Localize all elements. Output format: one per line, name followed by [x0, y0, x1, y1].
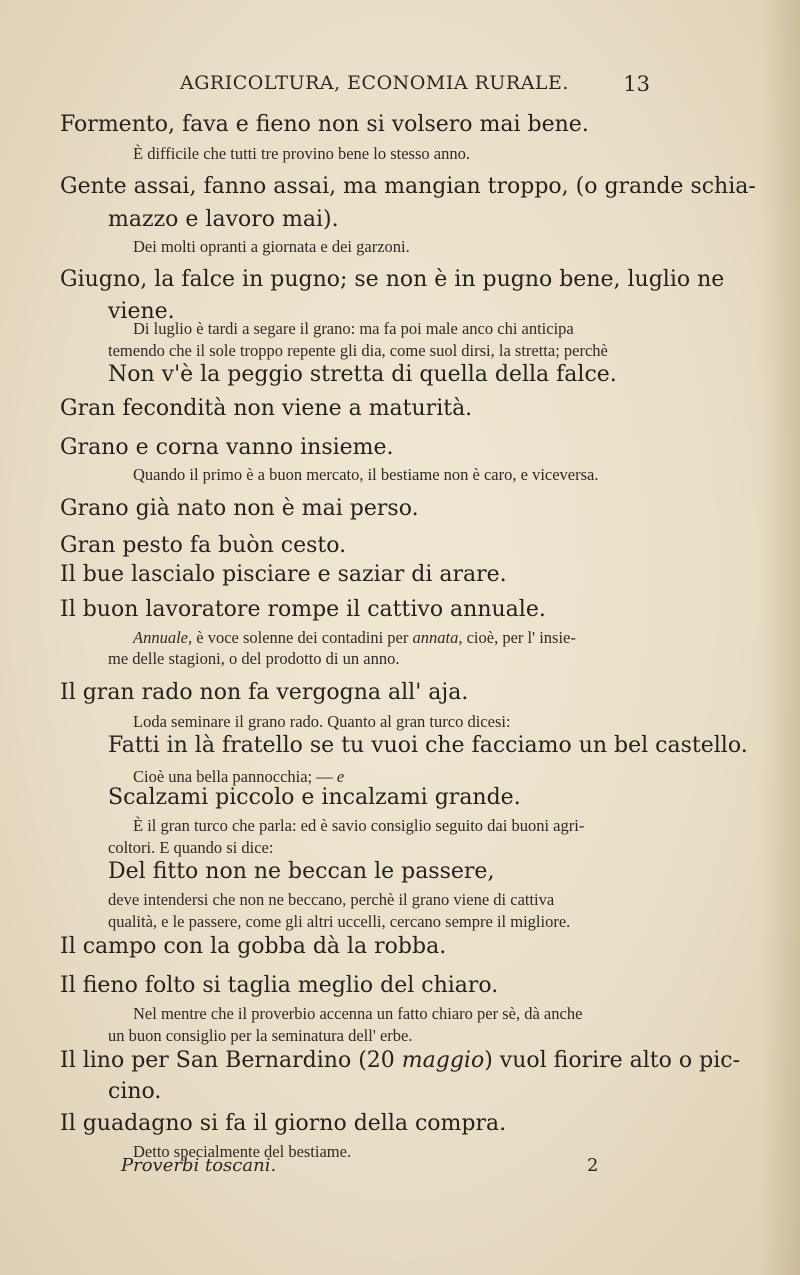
proverb-text: Il lino per San Bernardino (20 — [60, 1048, 402, 1073]
gloss-line: È difficile che tutti tre provino bene lo stesso anno. — [133, 144, 470, 163]
source-footer: Proverbi toscani. — [121, 1155, 277, 1176]
page-edge-shadow — [760, 0, 800, 1275]
gloss-line — [133, 627, 576, 648]
gloss-text: Cioè una bella pannocchia; — — [133, 767, 337, 786]
gloss-line: È il gran turco che parla: ed è savio consiglio seguito dai buoni agri- — [133, 816, 585, 835]
proverb-line: Non v'è la peggio stretta di quella della falce. — [108, 362, 617, 387]
gloss-line: coltori. E quando si dice: — [108, 838, 274, 857]
gloss-line: Quando il primo è a buon mercato, il bestiame non è caro, e viceversa. — [133, 465, 599, 484]
signature-mark: 2 — [587, 1155, 599, 1176]
gloss-line: Dei molti opranti a giornata e dei garzoni. — [133, 237, 410, 256]
page-number: 13 — [623, 72, 650, 96]
proverb-line: Gente assai, fanno assai, ma mangian troppo, (o grande schia- — [60, 174, 756, 199]
gloss-line: Di luglio è tardi a segare il grano: ma fa poi male anco chi anticipa — [133, 319, 574, 338]
proverb-line: Il gran rado non fa vergogna all' aja. — [60, 680, 469, 705]
gloss-line: Loda seminare il grano rado. Quanto al gran turco dicesi: — [133, 712, 511, 731]
gloss-italic-term: Annuale, — [133, 628, 193, 647]
gloss-line: temendo che il sole troppo repente gli dia, come suol dirsi, la stretta; perchè — [108, 341, 608, 360]
proverb-line — [60, 1046, 740, 1076]
proverb-line: Il fieno folto si taglia meglio del chiaro. — [60, 973, 499, 998]
proverb-line: Scalzami piccolo e incalzami grande. — [108, 785, 521, 810]
gloss-line: Nel mentre che il proverbio accenna un fatto chiaro per sè, dà anche — [133, 1004, 583, 1023]
proverb-line: Del fitto non ne beccan le passere, — [108, 859, 495, 884]
proverb-line: mazzo e lavoro mai). — [108, 207, 339, 232]
proverb-line: Gran pesto fa buòn cesto. — [60, 533, 347, 558]
proverb-line: cino. — [108, 1079, 162, 1104]
proverb-line: Fatti in là fratello se tu vuoi che facciamo un bel castello. — [108, 733, 748, 758]
proverb-line: Grano e corna vanno insieme. — [60, 435, 394, 460]
running-head — [60, 72, 650, 102]
running-title: AGRICOLTURA, ECONOMIA RURALE. — [180, 72, 569, 94]
proverb-line: Giugno, la falce in pugno; se non è in pugno bene, luglio ne — [60, 267, 725, 292]
gloss-line: qualità, e le passere, come gli altri uccelli, cercano sempre il migliore. — [108, 912, 571, 931]
proverb-line: Il bue lascialo pisciare e saziar di arare. — [60, 562, 507, 587]
gloss-line: un buon consiglio per la seminatura dell' erbe. — [108, 1026, 413, 1045]
proverb-line: Grano già nato non è mai perso. — [60, 496, 419, 521]
proverb-line: Il buon lavoratore rompe il cattivo annuale. — [60, 597, 546, 622]
proverb-line: viene. — [108, 299, 175, 324]
proverb-line: Il campo con la gobba dà la robba. — [60, 934, 447, 959]
gloss-text: è voce solenne dei contadini per — [192, 628, 413, 647]
gloss-text: cioè, per l' insie- — [462, 628, 576, 647]
gloss-line: me delle stagioni, o del prodotto di un anno. — [108, 649, 400, 668]
proverb-text: ) vuol fiorire alto o pic- — [484, 1048, 740, 1073]
proverb-italic-term: maggio — [401, 1048, 485, 1073]
proverb-line: Formento, fava e fieno non si volsero mai bene. — [60, 112, 589, 137]
proverb-line: Gran fecondità non viene a maturità. — [60, 396, 473, 421]
gloss-italic-term: e — [336, 767, 345, 786]
gloss-line: Detto specialmente del bestiame. — [133, 1142, 352, 1161]
gloss-italic-term: annata, — [412, 628, 463, 647]
proverb-line: Il guadagno si fa il giorno della compra. — [60, 1111, 507, 1136]
gloss-line: deve intendersi che non ne beccano, perchè il grano viene di cattiva — [108, 890, 555, 909]
